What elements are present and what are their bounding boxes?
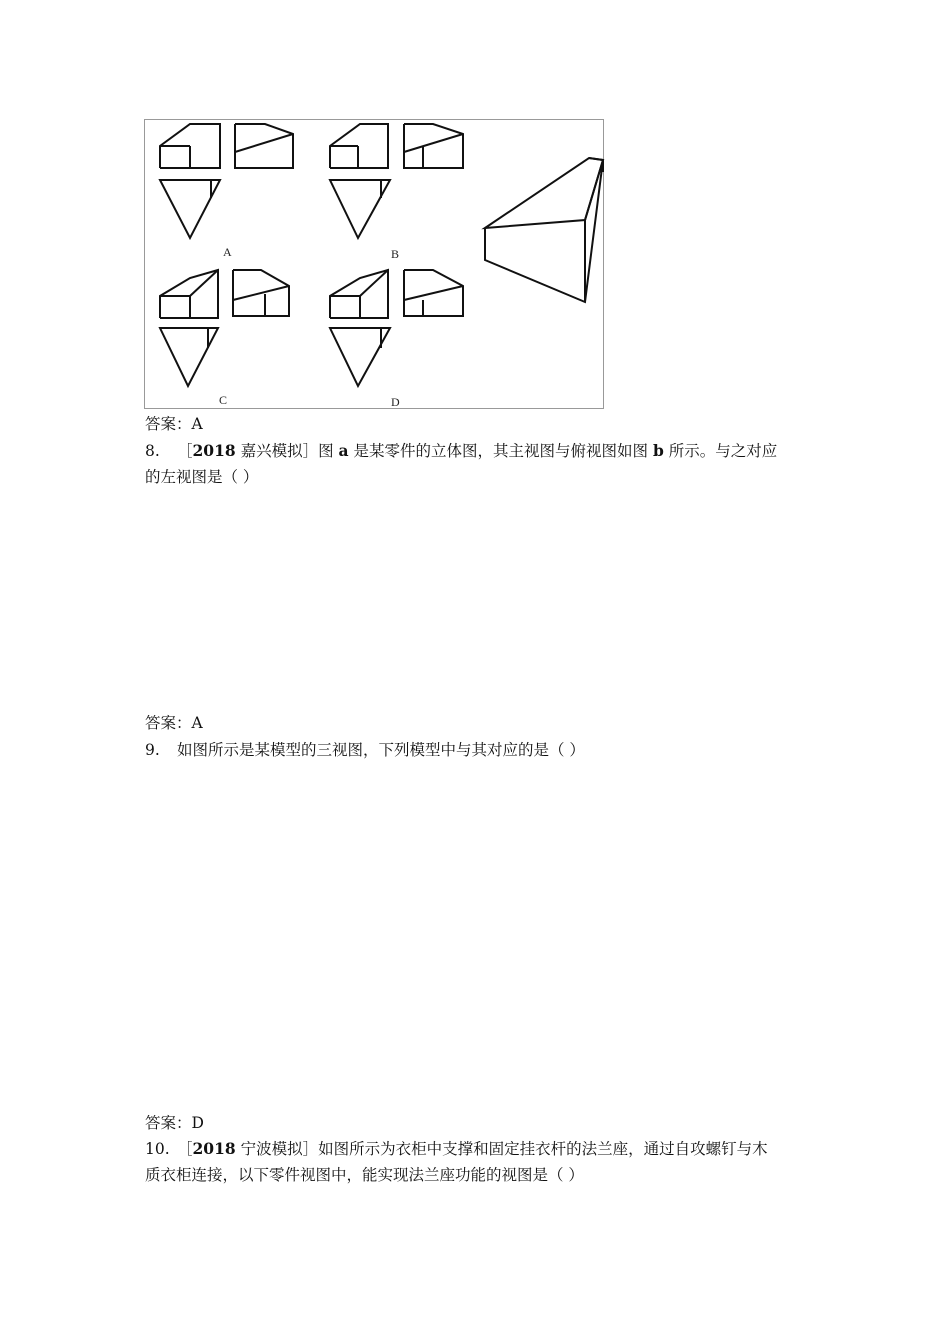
q8-fig-b: b bbox=[652, 441, 664, 460]
q7-answer: 答案：A bbox=[145, 415, 203, 433]
q8-text-a: 图 bbox=[318, 442, 339, 460]
q10-bracket: ［ bbox=[177, 1140, 193, 1158]
q10-number: 10. bbox=[145, 1140, 170, 1158]
q10-line2: 质衣柜连接，以下零件视图中，能实现法兰座功能的视图是（ ） bbox=[145, 1166, 584, 1184]
q10-source: 宁波模拟］ bbox=[235, 1140, 319, 1158]
q9-line bbox=[145, 738, 585, 762]
q8-bracket: ［ bbox=[177, 442, 193, 460]
option-label-b: B bbox=[391, 247, 400, 261]
views-diagram bbox=[145, 120, 605, 410]
q9-answer: 答案：D bbox=[145, 1114, 204, 1132]
option-label-c: C bbox=[219, 393, 228, 407]
q8-fig-a: a bbox=[338, 441, 349, 460]
q8-text-c: 所示。与之对应 bbox=[663, 442, 778, 460]
q8-number: 8. bbox=[145, 442, 160, 460]
q10-text: 如图所示为衣柜中支撑和固定挂衣杆的法兰座，通过自攻螺钉与木 bbox=[318, 1140, 768, 1158]
option-b-views bbox=[330, 124, 463, 238]
q8-year: 2018 bbox=[192, 441, 236, 460]
option-c-views bbox=[160, 270, 289, 386]
q8-line1 bbox=[145, 439, 777, 463]
option-a-views bbox=[160, 124, 293, 238]
option-label-a: A bbox=[223, 245, 232, 259]
q8-line2: 的左视图是（ ） bbox=[145, 468, 259, 486]
model-3d bbox=[485, 158, 603, 302]
option-label-d: D bbox=[391, 395, 400, 409]
q8-answer: 答案：A bbox=[145, 714, 203, 732]
q10-year: 2018 bbox=[192, 1139, 236, 1158]
q8-text-b: 是某零件的立体图，其主视图与俯视图如图 bbox=[348, 442, 653, 460]
q7-figure bbox=[144, 119, 604, 409]
q10-line1 bbox=[145, 1137, 768, 1161]
option-d-views bbox=[330, 270, 463, 386]
q9-text: 如图所示是某模型的三视图，下列模型中与其对应的是（ ） bbox=[177, 741, 585, 759]
q9-number: 9. bbox=[145, 741, 160, 759]
q8-source: 嘉兴模拟］ bbox=[235, 442, 319, 460]
